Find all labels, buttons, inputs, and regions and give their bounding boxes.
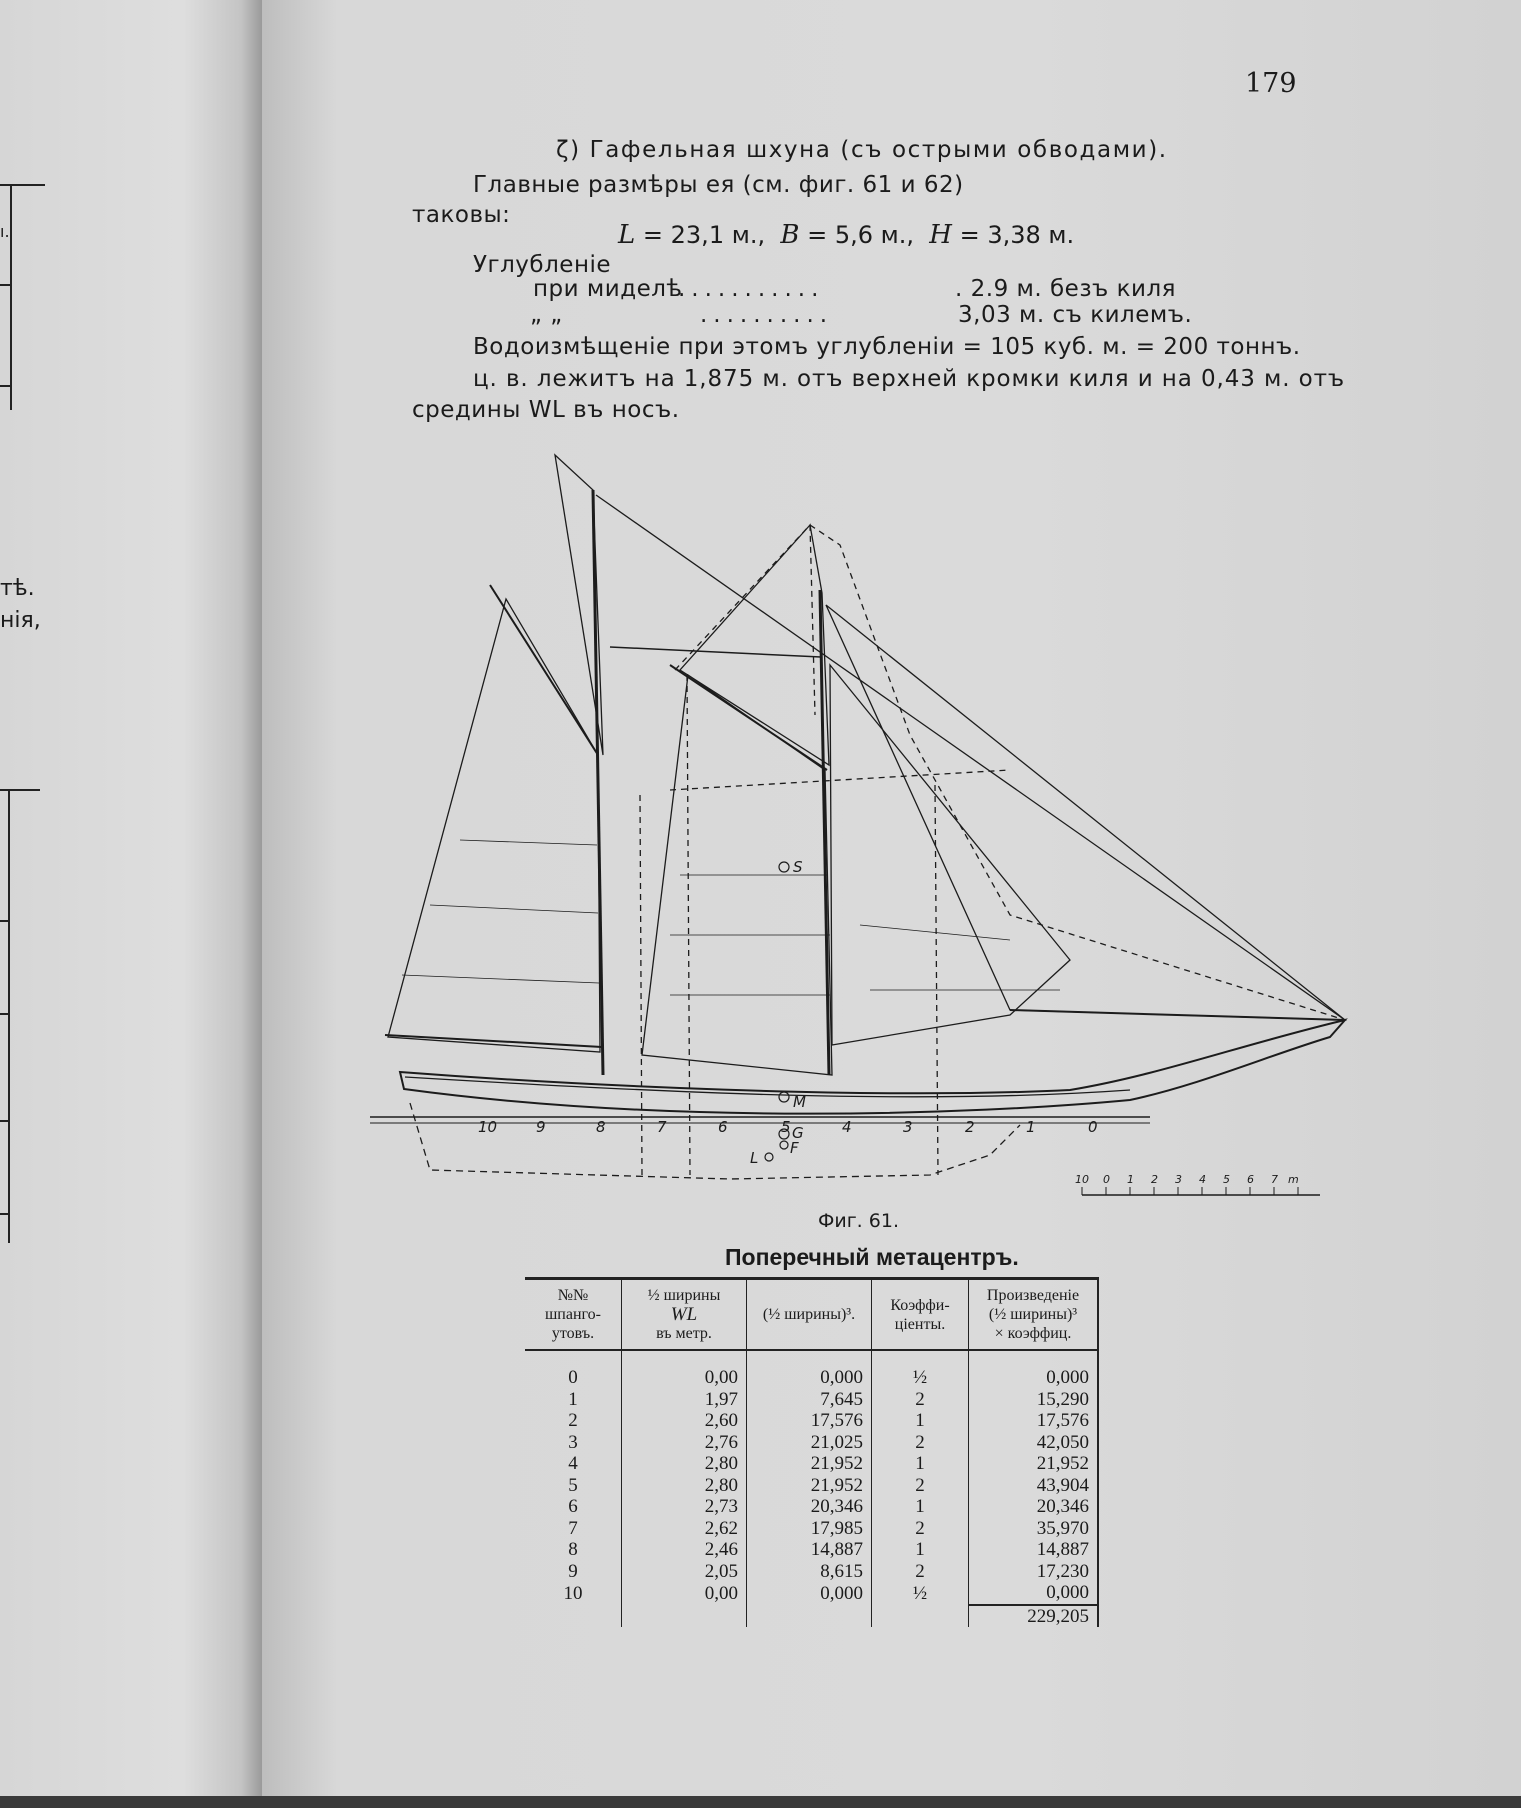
table-row — [525, 1432, 1098, 1454]
product: 21,952 — [969, 1453, 1099, 1475]
lateral-center-marker — [765, 1153, 773, 1161]
station-number: 10 — [563, 1582, 583, 1604]
left-vline-2 — [8, 789, 10, 1243]
main-dimensions — [618, 220, 1074, 250]
coefficient: 1 — [872, 1496, 969, 1518]
station-number: 2 — [568, 1410, 578, 1431]
product: 42,050 — [969, 1432, 1099, 1454]
half-width: 2,60 — [622, 1410, 747, 1432]
table-row — [525, 1605, 1098, 1628]
intro-line-1: Главные размѣры ея (см. фиг. 61 и 62) — [473, 172, 964, 198]
half-width: 0,00 — [622, 1367, 747, 1389]
point-label-m: M — [793, 1093, 806, 1111]
fore-staysail — [830, 665, 1070, 1045]
half-width-cubed: 8,615 — [747, 1561, 872, 1583]
cell — [622, 1350, 747, 1367]
half-width-cubed: 7,645 — [747, 1389, 872, 1411]
half-width-cubed: 21,952 — [747, 1475, 872, 1497]
scale-label: 4 — [1199, 1173, 1206, 1186]
table-row — [525, 1561, 1098, 1583]
scale-label: 6 — [1247, 1173, 1254, 1186]
flotation-center-marker — [780, 1141, 788, 1149]
coefficient: 2 — [872, 1389, 969, 1411]
dashed-vertical — [687, 675, 690, 1175]
cell — [525, 1350, 622, 1367]
half-width: 2,76 — [622, 1432, 747, 1454]
col-header-cube: (½ ширины)³. — [747, 1279, 872, 1351]
table-row — [525, 1582, 1098, 1605]
left-tick — [0, 284, 12, 286]
station-number: 4 — [568, 1453, 578, 1474]
fore-stay — [596, 495, 1345, 1020]
left-fragment: нія, — [0, 608, 41, 633]
dashed-horizontal — [670, 770, 1010, 790]
beam-symbol: B — [780, 220, 800, 250]
point-label-l: L — [750, 1149, 759, 1167]
jib — [826, 605, 1345, 1020]
product: 14,887 — [969, 1539, 1099, 1561]
draft-row2-dots: .......... — [700, 302, 834, 328]
left-tick — [0, 1013, 10, 1015]
station-label: 4 — [842, 1118, 852, 1136]
point-label-s: S — [793, 858, 803, 876]
left-tick — [0, 1213, 10, 1215]
dashed-vertical — [640, 795, 642, 1175]
scale-unit: m — [1288, 1173, 1299, 1186]
page-number: 179 — [1245, 68, 1297, 99]
topsail-outline-dashed — [675, 525, 815, 715]
station-label: 10 — [478, 1118, 498, 1136]
cell — [969, 1350, 1099, 1367]
half-width-cubed: 17,576 — [747, 1410, 872, 1432]
table-title: Поперечный метацентръ. — [725, 1244, 1019, 1270]
table-row — [525, 1367, 1098, 1389]
col-header-coefficient: Коэффи- ціенты. — [872, 1279, 969, 1351]
cell — [872, 1605, 969, 1628]
cell — [872, 1350, 969, 1367]
cell — [525, 1605, 622, 1628]
station-label: 9 — [536, 1118, 546, 1136]
metacenter-table — [525, 1277, 1099, 1627]
station-number: 8 — [568, 1539, 578, 1560]
station-number: 6 — [568, 1496, 578, 1517]
half-width: 0,00 — [622, 1582, 747, 1605]
cell — [747, 1605, 872, 1628]
half-width: 2,80 — [622, 1453, 747, 1475]
draft-row1-label: при миделѣ — [533, 276, 683, 302]
length-value: = 23,1 м., — [642, 221, 766, 249]
table-body — [525, 1350, 1098, 1627]
coefficient: 2 — [872, 1432, 969, 1454]
table-total: 229,205 — [969, 1605, 1099, 1628]
hull-outline — [400, 1020, 1345, 1114]
draft-row1-dots: ........... — [678, 276, 825, 302]
table-spacer-row — [525, 1350, 1098, 1367]
table-row — [525, 1496, 1098, 1518]
fore-boom — [385, 1035, 602, 1047]
table-row — [525, 1389, 1098, 1411]
product: 20,346 — [969, 1496, 1099, 1518]
figure-caption: Фиг. 61. — [818, 1210, 899, 1232]
table-row — [525, 1518, 1098, 1540]
fore-gaff-sail — [388, 599, 600, 1052]
table-row — [525, 1410, 1098, 1432]
station-number: 3 — [568, 1431, 578, 1453]
half-width-cubed: 0,000 — [747, 1367, 872, 1389]
scale-label: 1 — [1127, 1173, 1134, 1186]
table-row — [525, 1539, 1098, 1561]
station-label: 1 — [1026, 1118, 1036, 1136]
product: 17,230 — [969, 1561, 1099, 1583]
station-label: 7 — [657, 1118, 667, 1136]
draft-row2-label: „ „ — [530, 302, 563, 328]
cell — [747, 1350, 872, 1367]
col-header-product: Произведеніе (½ ширины)³ × коэффиц. — [969, 1279, 1099, 1351]
intro-line-2: таковы: — [412, 202, 511, 228]
left-fragment: тѣ. — [0, 576, 35, 601]
station-number: 1 — [568, 1388, 578, 1410]
sail-center-marker — [779, 862, 789, 872]
left-tick — [0, 385, 12, 387]
product: 43,904 — [969, 1475, 1099, 1497]
half-width-cubed: 21,952 — [747, 1453, 872, 1475]
fore-gaff — [490, 585, 598, 755]
station-number: 0 — [568, 1367, 578, 1388]
product: 17,576 — [969, 1410, 1099, 1432]
half-width-cubed: 17,985 — [747, 1518, 872, 1540]
coefficient: ½ — [872, 1582, 969, 1605]
draft-row2-value: 3,03 м. съ килемъ. — [958, 302, 1193, 328]
half-width: 1,97 — [622, 1389, 747, 1411]
table-header-row — [525, 1279, 1098, 1351]
scale-label: 7 — [1271, 1173, 1278, 1186]
product: 15,290 — [969, 1389, 1099, 1411]
keel-outline — [410, 1103, 1020, 1179]
schooner-sail-plan — [370, 435, 1350, 1225]
scale-label: 0 — [1103, 1173, 1110, 1186]
coefficient: ½ — [872, 1367, 969, 1389]
scale-bar — [1075, 1173, 1320, 1195]
product: 0,000 — [969, 1582, 1099, 1605]
left-rule-bottom — [0, 789, 40, 791]
station-label: 0 — [1088, 1118, 1098, 1136]
length-symbol: L — [618, 220, 636, 250]
left-tick — [0, 1120, 10, 1122]
coefficient: 2 — [872, 1475, 969, 1497]
point-label-f: F — [790, 1139, 799, 1157]
station-label: 6 — [718, 1118, 728, 1136]
half-width: 2,46 — [622, 1539, 747, 1561]
main-topsail — [680, 525, 829, 765]
section-heading: ζ) Гафельная шхуна (съ острыми обводами). — [556, 137, 1168, 163]
coefficient: 2 — [872, 1518, 969, 1540]
half-width-cubed: 0,000 — [747, 1582, 872, 1605]
half-width-cubed: 20,346 — [747, 1496, 872, 1518]
table-row — [525, 1475, 1098, 1497]
coefficient: 1 — [872, 1410, 969, 1432]
left-vline-1 — [10, 184, 12, 410]
scale-label: 3 — [1175, 1173, 1182, 1186]
draft-row1-value: . 2.9 м. безъ киля — [955, 276, 1176, 302]
station-number: 7 — [568, 1517, 578, 1539]
scale-label: 5 — [1223, 1173, 1230, 1186]
coefficient: 1 — [872, 1539, 969, 1561]
depth-symbol: H — [929, 220, 952, 250]
station-label: 3 — [903, 1118, 913, 1136]
station-number: 9 — [568, 1560, 578, 1582]
draft-title: Углубленіе — [473, 252, 612, 278]
product: 0,000 — [969, 1367, 1099, 1389]
left-tick — [0, 920, 10, 922]
cell — [622, 1605, 747, 1628]
half-width-cubed: 21,025 — [747, 1432, 872, 1454]
point-label-g: G — [792, 1124, 804, 1142]
scan-bottom-edge — [0, 1796, 1521, 1808]
station-label: 5 — [781, 1118, 791, 1136]
coefficient: 1 — [872, 1453, 969, 1475]
station-number: 5 — [568, 1474, 578, 1496]
product: 35,970 — [969, 1518, 1099, 1540]
station-label: 8 — [596, 1118, 606, 1136]
station-label: 2 — [965, 1118, 975, 1136]
left-fragment: ı. — [0, 222, 10, 241]
center-buoyancy-line-2: средины WL въ носъ. — [412, 397, 680, 423]
center-buoyancy-line-1: ц. в. лежитъ на 1,875 м. отъ верхней кромки киля и на 0,43 м. отъ — [473, 366, 1346, 392]
half-width: 2,62 — [622, 1518, 747, 1540]
depth-value: = 3,38 м. — [959, 221, 1075, 249]
left-page — [0, 0, 262, 1808]
main-gaff — [670, 665, 827, 770]
balloon-jib — [810, 525, 1345, 1020]
scale-label: 2 — [1151, 1173, 1158, 1186]
scale-label: 10 — [1075, 1173, 1089, 1186]
beam-value: = 5,6 м., — [807, 221, 914, 249]
left-rule-top — [0, 184, 45, 186]
half-width: 2,73 — [622, 1496, 747, 1518]
displacement-line: Водоизмѣщеніе при этомъ углубленіи = 105 куб. м. = 200 тоннъ. — [473, 334, 1301, 360]
col-header-station: №№ шпанго- утовъ. — [525, 1279, 622, 1351]
metacenter-marker — [779, 1092, 789, 1102]
col-header-half-width: ½ ширины WL въ метр. — [622, 1279, 747, 1351]
half-width: 2,05 — [622, 1561, 747, 1583]
coefficient: 2 — [872, 1561, 969, 1583]
half-width: 2,80 — [622, 1475, 747, 1497]
table-row — [525, 1453, 1098, 1475]
half-width-cubed: 14,887 — [747, 1539, 872, 1561]
